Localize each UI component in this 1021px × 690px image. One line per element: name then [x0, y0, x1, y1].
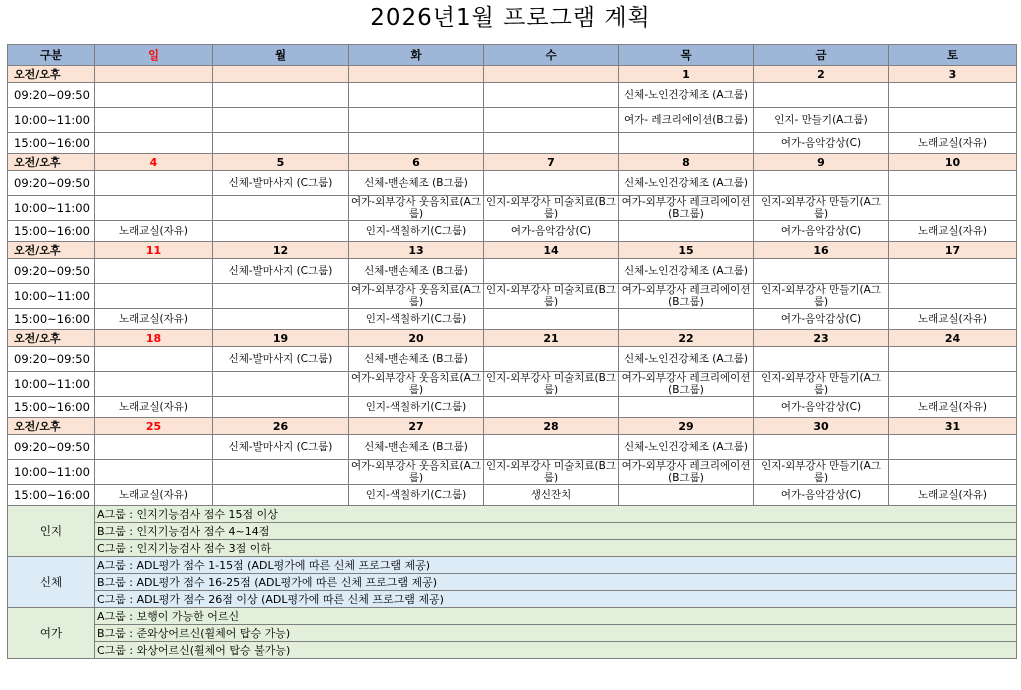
program-cell	[95, 259, 213, 284]
program-cell	[619, 259, 754, 284]
program-text: 노래교실(자유)	[118, 313, 189, 325]
ampm-label: 오전/오후	[8, 330, 95, 347]
date-cell: 29	[619, 418, 754, 435]
program-cell	[213, 108, 349, 133]
program-cell	[349, 83, 484, 108]
program-cell	[619, 372, 754, 397]
date-cell: 12	[213, 242, 349, 259]
week-date-row	[8, 242, 1017, 259]
program-cell	[889, 259, 1017, 284]
legend-row	[8, 557, 1017, 574]
program-cell	[349, 133, 484, 154]
program-cell	[213, 347, 349, 372]
time-slot-row	[8, 196, 1017, 221]
date-cell: 10	[889, 154, 1017, 171]
program-cell	[213, 460, 349, 485]
time-label: 10:00~11:00	[8, 108, 95, 133]
program-cell	[619, 309, 754, 330]
time-slot-row	[8, 133, 1017, 154]
date-cell: 13	[349, 242, 484, 259]
program-cell	[95, 372, 213, 397]
program-cell	[349, 347, 484, 372]
date-cell: 31	[889, 418, 1017, 435]
ampm-label: 오전/오후	[8, 66, 95, 83]
program-cell	[484, 485, 619, 506]
program-cell	[619, 171, 754, 196]
time-label: 10:00~11:00	[8, 460, 95, 485]
program-cell	[889, 83, 1017, 108]
program-cell	[484, 133, 619, 154]
legend-row	[8, 642, 1017, 659]
program-cell	[619, 196, 754, 221]
program-cell	[349, 221, 484, 242]
program-text: 인지-외부강사 미술치료(B그룹)	[486, 372, 616, 396]
date-cell: 14	[484, 242, 619, 259]
time-slot-row	[8, 259, 1017, 284]
program-text: 신체-노인건강체조 (A그룹)	[624, 441, 748, 453]
program-text: 여가-음악감상(C)	[510, 225, 592, 237]
time-label: 09:20~09:50	[8, 435, 95, 460]
program-text: 신체-발마사지 (C그룹)	[228, 441, 333, 453]
time-slot-row	[8, 372, 1017, 397]
program-cell	[754, 133, 889, 154]
program-text: 여가- 레크리에이션(B그룹)	[624, 114, 748, 126]
program-text: 인지-외부강사 미술치료(B그룹)	[486, 284, 616, 308]
program-text: 생신잔치	[530, 489, 572, 501]
legend-row	[8, 574, 1017, 591]
legend-category: 여가	[8, 608, 95, 659]
time-slot-row	[8, 435, 1017, 460]
legend-description: A그룹 : 인지기능검사 점수 15점 이상	[95, 506, 1017, 523]
program-cell	[889, 435, 1017, 460]
program-text: 여가-음악감상(C)	[780, 137, 862, 149]
program-cell	[889, 284, 1017, 309]
program-cell	[349, 397, 484, 418]
program-text: 노래교실(자유)	[118, 401, 189, 413]
date-cell: 3	[889, 66, 1017, 83]
program-cell	[95, 397, 213, 418]
legend-description: C그룹 : ADL평가 점수 26점 이상 (ADL평가에 따른 신체 프로그램 제공)	[95, 591, 1017, 608]
program-text: 여가-외부강사 웃음치료(A그룹)	[351, 284, 481, 308]
week-date-row	[8, 418, 1017, 435]
program-cell	[619, 83, 754, 108]
date-cell: 18	[95, 330, 213, 347]
program-cell	[754, 259, 889, 284]
header-day: 일	[95, 45, 213, 66]
program-text: 여가-외부강사 레크리에이션(B그룹)	[621, 372, 751, 396]
program-cell	[95, 133, 213, 154]
program-cell	[95, 108, 213, 133]
time-label: 10:00~11:00	[8, 284, 95, 309]
program-cell	[213, 83, 349, 108]
program-text: 신체-발마사지 (C그룹)	[228, 177, 333, 189]
program-text: 신체-노인건강체조 (A그룹)	[624, 265, 748, 277]
program-cell	[889, 372, 1017, 397]
program-cell	[484, 259, 619, 284]
program-cell	[889, 397, 1017, 418]
schedule-table	[7, 44, 1017, 659]
time-slot-row	[8, 347, 1017, 372]
legend-category: 인지	[8, 506, 95, 557]
program-cell	[95, 435, 213, 460]
program-cell	[349, 460, 484, 485]
program-cell	[619, 284, 754, 309]
time-label: 09:20~09:50	[8, 171, 95, 196]
legend-row	[8, 540, 1017, 557]
program-cell	[484, 108, 619, 133]
program-cell	[889, 171, 1017, 196]
program-cell	[213, 221, 349, 242]
program-cell	[754, 83, 889, 108]
date-cell: 6	[349, 154, 484, 171]
program-cell	[213, 372, 349, 397]
program-text: 인지-색칠하기(C그룹)	[365, 489, 467, 501]
program-cell	[349, 284, 484, 309]
program-text: 신체-노인건강체조 (A그룹)	[624, 89, 748, 101]
program-cell	[349, 372, 484, 397]
program-cell	[95, 460, 213, 485]
program-text: 여가-외부강사 레크리에이션(B그룹)	[621, 284, 751, 308]
time-label: 15:00~16:00	[8, 221, 95, 242]
program-cell	[484, 221, 619, 242]
ampm-label: 오전/오후	[8, 242, 95, 259]
program-text: 인지-외부강사 미술치료(B그룹)	[486, 460, 616, 484]
header-day: 금	[754, 45, 889, 66]
date-cell: 11	[95, 242, 213, 259]
legend-category: 신체	[8, 557, 95, 608]
program-text: 여가-음악감상(C)	[780, 313, 862, 325]
program-cell	[889, 347, 1017, 372]
program-text: 인지-색칠하기(C그룹)	[365, 313, 467, 325]
date-cell: 1	[619, 66, 754, 83]
program-cell	[484, 196, 619, 221]
date-cell: 8	[619, 154, 754, 171]
header-row	[8, 45, 1017, 66]
time-label: 09:20~09:50	[8, 259, 95, 284]
time-label: 15:00~16:00	[8, 309, 95, 330]
program-cell	[349, 108, 484, 133]
program-cell	[349, 435, 484, 460]
program-cell	[619, 397, 754, 418]
program-text: 신체-발마사지 (C그룹)	[228, 353, 333, 365]
program-text: 인지-외부강사 만들기(A그룹)	[761, 196, 881, 220]
program-cell	[754, 309, 889, 330]
program-text: 노래교실(자유)	[917, 137, 988, 149]
program-cell	[484, 284, 619, 309]
time-label: 15:00~16:00	[8, 397, 95, 418]
program-cell	[213, 171, 349, 196]
program-cell	[619, 460, 754, 485]
date-cell: 7	[484, 154, 619, 171]
date-cell: 22	[619, 330, 754, 347]
time-slot-row	[8, 171, 1017, 196]
program-cell	[889, 221, 1017, 242]
time-label: 10:00~11:00	[8, 196, 95, 221]
header-day: 월	[213, 45, 349, 66]
legend-description: A그룹 : 보행이 가능한 어르신	[95, 608, 1017, 625]
date-cell	[484, 66, 619, 83]
header-day: 목	[619, 45, 754, 66]
time-slot-row	[8, 460, 1017, 485]
date-cell: 5	[213, 154, 349, 171]
program-text: 노래교실(자유)	[118, 225, 189, 237]
program-cell	[619, 108, 754, 133]
program-cell	[889, 196, 1017, 221]
program-cell	[95, 196, 213, 221]
legend-row	[8, 523, 1017, 540]
program-text: 노래교실(자유)	[917, 401, 988, 413]
program-cell	[95, 284, 213, 309]
time-label: 09:20~09:50	[8, 83, 95, 108]
date-cell	[349, 66, 484, 83]
program-cell	[754, 284, 889, 309]
date-cell: 24	[889, 330, 1017, 347]
ampm-label: 오전/오후	[8, 418, 95, 435]
program-cell	[213, 259, 349, 284]
program-text: 인지-외부강사 만들기(A그룹)	[761, 460, 881, 484]
program-cell	[213, 397, 349, 418]
program-cell	[95, 485, 213, 506]
program-cell	[619, 133, 754, 154]
program-text: 인지-색칠하기(C그룹)	[365, 401, 467, 413]
date-cell: 23	[754, 330, 889, 347]
legend-row	[8, 625, 1017, 642]
program-cell	[213, 133, 349, 154]
time-slot-row	[8, 83, 1017, 108]
date-cell: 21	[484, 330, 619, 347]
header-day: 수	[484, 45, 619, 66]
program-cell	[484, 309, 619, 330]
program-cell	[95, 347, 213, 372]
program-text: 인지-색칠하기(C그룹)	[365, 225, 467, 237]
date-cell: 27	[349, 418, 484, 435]
legend-row	[8, 591, 1017, 608]
program-text: 여가-외부강사 웃음치료(A그룹)	[351, 196, 481, 220]
header-category: 구분	[8, 45, 95, 66]
time-slot-row	[8, 284, 1017, 309]
program-cell	[213, 196, 349, 221]
date-cell: 19	[213, 330, 349, 347]
date-cell: 2	[754, 66, 889, 83]
date-cell: 17	[889, 242, 1017, 259]
program-text: 인지-외부강사 만들기(A그룹)	[761, 372, 881, 396]
program-text: 여가-음악감상(C)	[780, 401, 862, 413]
time-slot-row	[8, 397, 1017, 418]
program-cell	[95, 171, 213, 196]
program-cell	[754, 435, 889, 460]
time-label: 09:20~09:50	[8, 347, 95, 372]
program-cell	[349, 485, 484, 506]
program-cell	[484, 435, 619, 460]
date-cell: 25	[95, 418, 213, 435]
week-date-row	[8, 66, 1017, 83]
legend-description: B그룹 : ADL평가 점수 16-25점 (ADL평가에 따른 신체 프로그램 제공)	[95, 574, 1017, 591]
program-cell	[754, 460, 889, 485]
date-cell: 16	[754, 242, 889, 259]
legend-description: B그룹 : 준와상어르신(휠체어 탑승 가능)	[95, 625, 1017, 642]
program-cell	[754, 485, 889, 506]
date-cell: 4	[95, 154, 213, 171]
program-cell	[889, 108, 1017, 133]
date-cell: 26	[213, 418, 349, 435]
program-cell	[213, 284, 349, 309]
legend-description: A그룹 : ADL평가 점수 1-15점 (ADL평가에 따른 신체 프로그램 제공)	[95, 557, 1017, 574]
program-cell	[889, 485, 1017, 506]
program-cell	[754, 347, 889, 372]
page-title: 2026년1월 프로그램 계획	[370, 5, 651, 31]
legend-row	[8, 608, 1017, 625]
program-cell	[754, 171, 889, 196]
program-text: 노래교실(자유)	[917, 225, 988, 237]
program-cell	[484, 171, 619, 196]
program-text: 여가-음악감상(C)	[780, 489, 862, 501]
date-cell: 20	[349, 330, 484, 347]
date-cell: 15	[619, 242, 754, 259]
date-cell	[95, 66, 213, 83]
time-label: 10:00~11:00	[8, 372, 95, 397]
program-text: 노래교실(자유)	[118, 489, 189, 501]
program-cell	[484, 347, 619, 372]
legend-description: C그룹 : 인지기능검사 점수 3점 이하	[95, 540, 1017, 557]
program-text: 인지-외부강사 미술치료(B그룹)	[486, 196, 616, 220]
week-date-row	[8, 154, 1017, 171]
program-cell	[754, 108, 889, 133]
program-cell	[754, 196, 889, 221]
program-cell	[619, 221, 754, 242]
legend-row	[8, 506, 1017, 523]
program-text: 신체-노인건강체조 (A그룹)	[624, 177, 748, 189]
program-cell	[95, 83, 213, 108]
program-text: 노래교실(자유)	[917, 313, 988, 325]
date-cell: 9	[754, 154, 889, 171]
program-cell	[889, 309, 1017, 330]
program-text: 신체-맨손체조 (B그룹)	[364, 265, 468, 277]
date-cell	[213, 66, 349, 83]
program-text: 신체-맨손체조 (B그룹)	[364, 353, 468, 365]
program-text: 신체-맨손체조 (B그룹)	[364, 177, 468, 189]
program-cell	[889, 460, 1017, 485]
program-cell	[349, 171, 484, 196]
program-text: 여가-외부강사 웃음치료(A그룹)	[351, 460, 481, 484]
program-cell	[213, 435, 349, 460]
program-cell	[95, 309, 213, 330]
program-text: 여가-음악감상(C)	[780, 225, 862, 237]
legend-description: C그룹 : 와상어르신(휠체어 탑승 불가능)	[95, 642, 1017, 659]
program-cell	[484, 372, 619, 397]
time-label: 15:00~16:00	[8, 485, 95, 506]
program-cell	[754, 372, 889, 397]
program-cell	[349, 309, 484, 330]
program-cell	[349, 196, 484, 221]
program-cell	[619, 347, 754, 372]
program-text: 신체-노인건강체조 (A그룹)	[624, 353, 748, 365]
date-cell: 28	[484, 418, 619, 435]
program-text: 노래교실(자유)	[917, 489, 988, 501]
program-cell	[754, 397, 889, 418]
program-text: 여가-외부강사 레크리에이션(B그룹)	[621, 460, 751, 484]
time-slot-row	[8, 485, 1017, 506]
program-cell	[213, 485, 349, 506]
program-text: 여가-외부강사 웃음치료(A그룹)	[351, 372, 481, 396]
time-label: 15:00~16:00	[8, 133, 95, 154]
header-day: 토	[889, 45, 1017, 66]
program-cell	[619, 485, 754, 506]
time-slot-row	[8, 108, 1017, 133]
program-cell	[95, 221, 213, 242]
program-cell	[484, 460, 619, 485]
week-date-row	[8, 330, 1017, 347]
time-slot-row	[8, 221, 1017, 242]
program-cell	[619, 435, 754, 460]
program-text: 신체-맨손체조 (B그룹)	[364, 441, 468, 453]
program-cell	[754, 221, 889, 242]
program-cell	[213, 309, 349, 330]
program-cell	[889, 133, 1017, 154]
program-text: 신체-발마사지 (C그룹)	[228, 265, 333, 277]
header-day: 화	[349, 45, 484, 66]
program-cell	[349, 259, 484, 284]
program-text: 여가-외부강사 레크리에이션(B그룹)	[621, 196, 751, 220]
program-text: 인지-외부강사 만들기(A그룹)	[761, 284, 881, 308]
time-slot-row	[8, 309, 1017, 330]
date-cell: 30	[754, 418, 889, 435]
program-cell	[484, 83, 619, 108]
program-text: 인지- 만들기(A그룹)	[774, 114, 868, 126]
legend-description: B그룹 : 인지기능검사 점수 4~14점	[95, 523, 1017, 540]
program-cell	[484, 397, 619, 418]
ampm-label: 오전/오후	[8, 154, 95, 171]
